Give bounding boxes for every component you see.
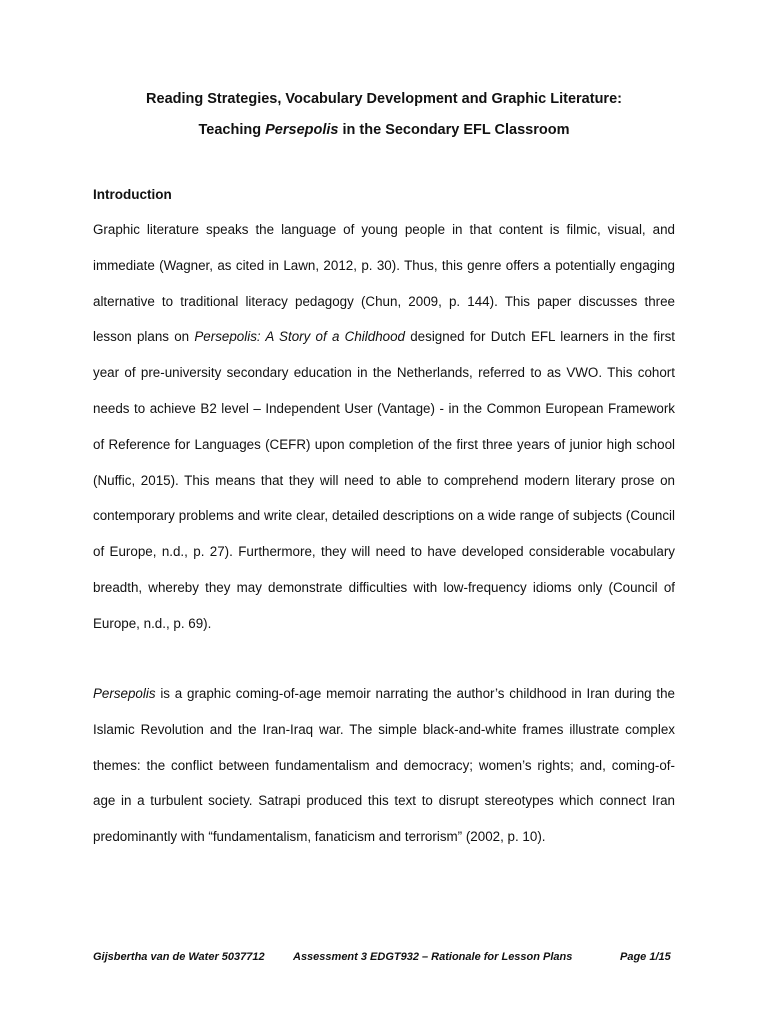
- title-line-2-suffix: in the Secondary EFL Classroom: [338, 122, 570, 138]
- document-title-line-1: [0, 90, 768, 108]
- paragraph-2-italic: Persepolis: [93, 686, 156, 701]
- paragraph-2-part-1: is a graphic coming-of-age memoir narrating the author’s childhood in Iran during the Islamic Revolution and the Iran-Iraq war. The simple black-and-white frames illustrate complex themes: the conflict between fundamentalism and democracy; women’s rights; and, coming-of-age in a turbulent society. Satrapi produced this text to disrupt stereotypes which connect Iran predominantly with “fundamentalism, fanaticism and terrorism” (2002, p. 10).: [93, 686, 675, 845]
- section-heading: Introduction: [93, 187, 172, 202]
- paragraph-1-part-2: designed for Dutch EFL learners in the first year of pre-university secondary education in the Netherlands, referred to as VWO. This cohort needs to achieve B2 level – Independent User (Vantage) - in the Common European Framework of Reference for Languages (CEFR) upon completion of the first three years of junior high school (Nuffic, 2015). This means that they will need to able to comprehend modern literary prose on contemporary problems and write clear, detailed descriptions on a wide range of subjects (Council of Europe, n.d., p. 27). Furthermore, they will need to have developed considerable vocabulary breadth, whereby they may demonstrate difficulties with low-frequency idioms only (Council of Europe, n.d., p. 69).: [93, 329, 675, 631]
- footer-page-number: Page 1/15: [620, 951, 671, 963]
- title-line-1-text: Reading Strategies, Vocabulary Development and Graphic Literature:: [146, 91, 622, 107]
- paragraph-1: [93, 212, 675, 642]
- paragraph-1-part-1: Graphic literature speaks the language of young people in that content is filmic, visual, and immediate (Wagner, as cited in Lawn, 2012, p. 30). Thus, this genre offers a potentially engaging alternative to traditional literacy pedagogy (Chun, 2009, p. 144). This paper discusses three lesson plans on: [93, 222, 675, 345]
- footer-author: Gijsbertha van de Water 5037712: [93, 951, 265, 963]
- document-title-line-2: [0, 121, 768, 139]
- paragraph-1-italic: Persepolis: A Story of a Childhood: [194, 329, 405, 345]
- title-line-2-italic: Persepolis: [265, 122, 339, 138]
- title-line-2-prefix: Teaching: [198, 122, 266, 138]
- footer-assessment: Assessment 3 EDGT932 – Rationale for Lesson Plans: [293, 951, 573, 963]
- paragraph-2: [93, 676, 675, 855]
